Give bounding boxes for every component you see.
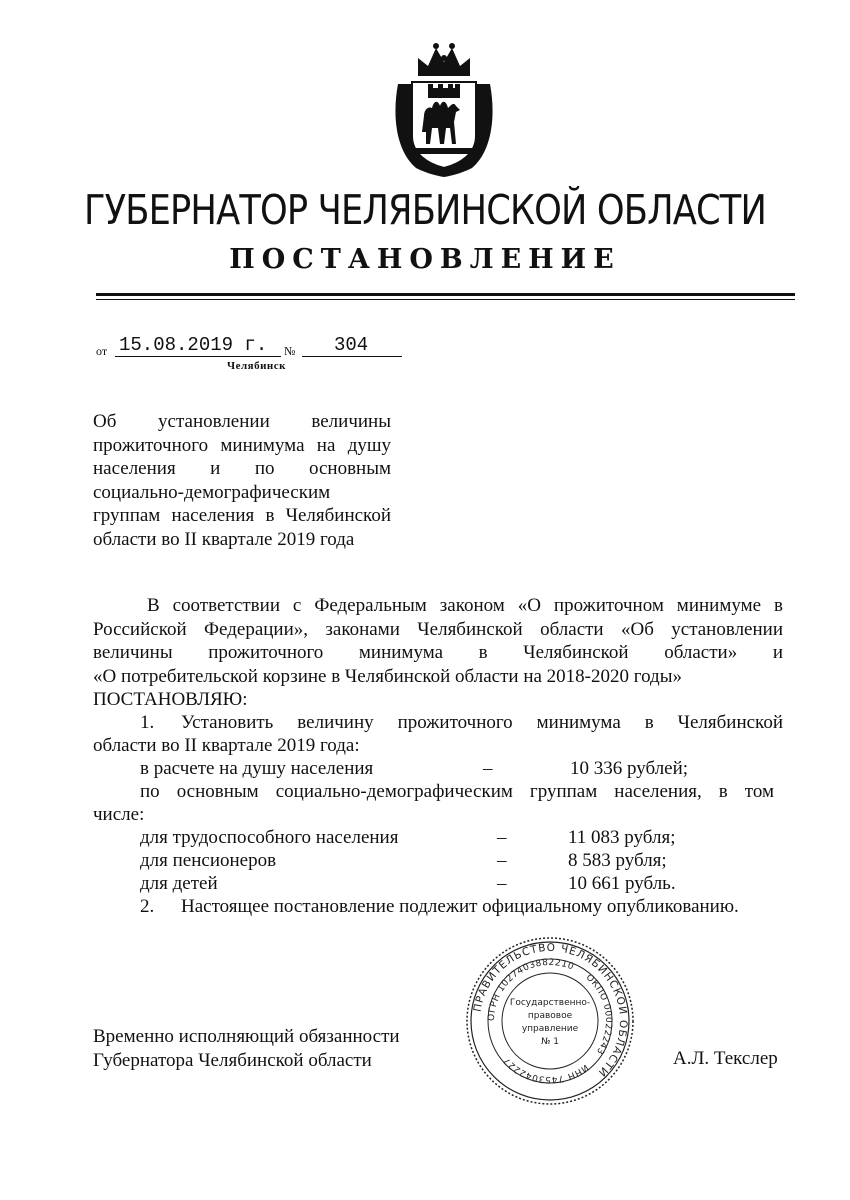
stamp-inn: ИНН 7453042227	[501, 1054, 590, 1085]
dash: –	[497, 873, 507, 894]
document-date: 15.08.2019 г.	[115, 334, 281, 357]
document-number: 304	[302, 334, 402, 357]
date-prefix: от	[96, 344, 108, 358]
official-seal-stamp	[464, 935, 636, 1107]
stamp-center-line: управление	[521, 1024, 579, 1034]
preamble-line: «О потребительской корзине в Челябинской области на 2018-2020 годы»	[93, 665, 682, 687]
groups-intro: по основным социально-демографическим группам населения, в том	[140, 781, 774, 802]
dash: –	[497, 850, 507, 871]
per-capita-label: в расчете на душу населения	[140, 758, 374, 779]
signer-name: А.Л. Текслер	[673, 1048, 778, 1069]
per-capita-value: 10 336 рублей;	[570, 758, 689, 779]
document-subject	[93, 410, 391, 551]
document-type: ПОСТАНОВЛЕНИЕ	[229, 244, 621, 275]
city-label: Челябинск	[227, 360, 286, 372]
preamble-line: В соответствии с Федеральным законом «О прожиточном минимуме в	[147, 595, 783, 616]
group-value: 8 583 рубля;	[568, 850, 667, 871]
group-value: 11 083 рубля;	[568, 827, 676, 848]
subject-line: социально-демографическим	[93, 481, 331, 503]
governor-title: ГУБЕРНАТОР ЧЕЛЯБИНСКОЙ ОБЛАСТИ	[84, 186, 766, 234]
subject-line: группам населения в Челябинской	[93, 505, 391, 526]
dash: –	[483, 758, 493, 779]
item-number: 2.	[140, 896, 155, 917]
stamp-center-line: № 1	[541, 1037, 559, 1047]
coat-of-arms-icon	[388, 36, 500, 178]
signer-position-line: Губернатора Челябинской области	[93, 1049, 372, 1071]
dash: –	[497, 827, 507, 848]
item1-text-cont: области во II квартале 2019 года:	[93, 735, 360, 756]
group-label: для пенсионеров	[140, 850, 277, 871]
svg-text:ИНН 7453042227	[502, 1055, 590, 1084]
subject-line: прожиточного минимума на душу	[93, 434, 391, 456]
signer-position	[93, 1025, 433, 1072]
subject-line: области во II квартале 2019 года	[93, 528, 355, 550]
signer-position-line: Временно исполняющий обязанности	[93, 1026, 400, 1047]
group-label: для трудоспособного населения	[140, 827, 399, 848]
header-rule-thick	[96, 293, 795, 296]
groups-intro-cont: числе:	[93, 804, 145, 825]
stamp-okpo: ОКПО 00022243	[583, 972, 614, 1057]
preamble	[93, 594, 783, 712]
subject-line: Об установлении величины	[93, 411, 391, 432]
subject-line: населения и по основным	[93, 458, 391, 479]
preamble-line: величины прожиточного минимума в Челябинской области» и	[93, 642, 783, 663]
group-label: для детей	[140, 873, 218, 894]
stamp-center-line: правовое	[527, 1011, 573, 1021]
stamp-center-line: Государственно-	[509, 998, 591, 1008]
item2-text: Настоящее постановление подлежит официальному опубликованию.	[181, 896, 739, 917]
item1-text: Установить величину прожиточного минимума в Челябинской	[181, 712, 783, 733]
header-rule-thin	[96, 299, 795, 300]
item-number: 1.	[140, 712, 155, 733]
preamble-line: Российской Федерации», законами Челябинской области «Об установлении	[93, 618, 783, 640]
stamp-ogrn: ОГРН 1027403882210	[486, 957, 576, 1022]
group-value: 10 661 рубль.	[568, 873, 676, 894]
number-sign: №	[284, 344, 296, 358]
stamp-outer-text: ПРАВИТЕЛЬСТВО ЧЕЛЯБИНСКОЙ ОБЛАСТИ	[471, 941, 630, 1080]
resolution-word: ПОСТАНОВЛЯЮ:	[93, 689, 248, 710]
